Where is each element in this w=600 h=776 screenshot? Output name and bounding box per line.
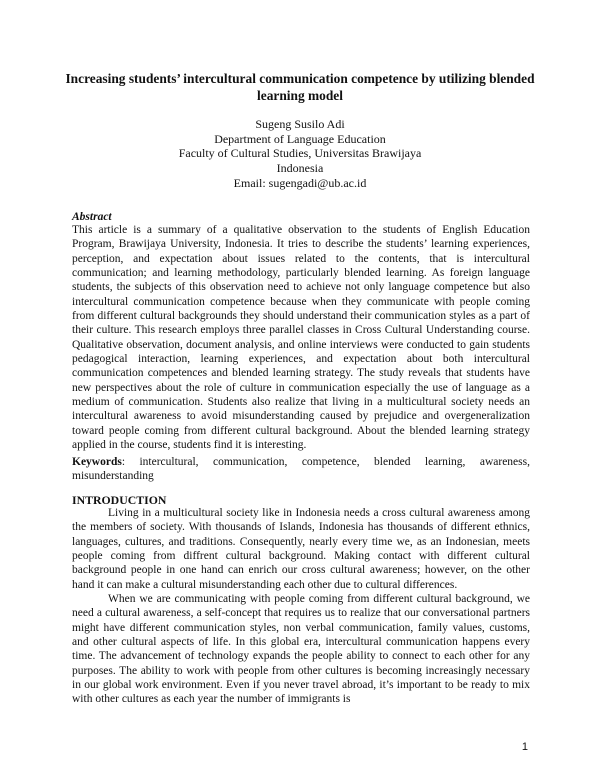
- author-block: [100, 117, 500, 191]
- author-country: Indonesia: [276, 161, 324, 176]
- introduction-paragraph: When we are communicating with people coming from different cultural background, we need a cultural awareness, a self-concept that requires us to realize that our conversational partners might have different communication styles, non verbal communication, family values, customs, and other cultural aspects of life. In this global era, intercultural communication happens every time. The advancement of technology expands the people ability to connect to each other for any purposes. The ability to work with people from other cultures is becoming increasingly necessary in our global work environment. Even if you never travel abroad, it’s important to be ready to mix with other cultures as each year the number of immigrants is: [72, 593, 530, 706]
- author-department: Department of Language Education: [214, 131, 386, 146]
- abstract-heading: Abstract: [72, 211, 112, 223]
- author-email: Email: sugengadi@ub.ac.id: [233, 175, 367, 190]
- keywords-label: Keywords: [72, 456, 122, 468]
- keywords-text: : intercultural, communication, competence, blended learning, awareness, misunderstanding: [72, 456, 530, 483]
- page-number: 1: [521, 741, 528, 753]
- introduction-body: [72, 506, 530, 707]
- paper-title: Increasing students’ intercultural communication competence by utilizing blended learning model: [65, 71, 535, 103]
- keywords: [72, 455, 530, 484]
- introduction-paragraph: Living in a multicultural society like in Indonesia needs a cross cultural awareness among the members of society. With thousands of Islands, Indonesia has thousands of different ethnics, languages, cultures, and traditions. Consequently, nearly every time we, as an Indonesian, meets people coming from diffrent cultural background. Making contact with different cultural background people in one hand can enrich our cross cultural awareness; however, on the other hand it can make a cultural misunderstanding each other due to cultural differences.: [72, 507, 530, 591]
- introduction-heading: INTRODUCTION: [72, 493, 167, 507]
- author-name: Sugeng Susilo Adi: [255, 117, 345, 131]
- abstract-text: This article is a summary of a qualitative observation to the students of English Education Program, Brawijaya University, Indonesia. It tries to describe the students’ learning experiences, perception, and expectation about issues related to the contents, that is intercultural communication; and learning methodology, particularly blended learning. As foreign language students, the subjects of this observation need to achieve not only language competence but also intercultural communication competence because when they communicate with people coming from different cultural backgrounds they should understand their communication styles as a part of their culture. This research employs three parallel classes in Cross Cultural Understanding course. Qualitative observation, document analysis, and online interviews were conducted to gain students pedagogical interaction, learning experiences, and expectation about both intercultural communication competences and blended learning strategy. The study reveals that students have new perspectives about the role of culture in communication especially the use of language as a medium of communication. Students also realize that living in a multicultural society needs an intercultural awareness to avoid misunderstanding caused by prejudice and overgeneralization toward people coming from different cultural background. About the blended learning strategy applied in the course, students find it is interesting.: [72, 224, 530, 452]
- author-faculty: Faculty of Cultural Studies, Universitas Brawijaya: [178, 146, 422, 161]
